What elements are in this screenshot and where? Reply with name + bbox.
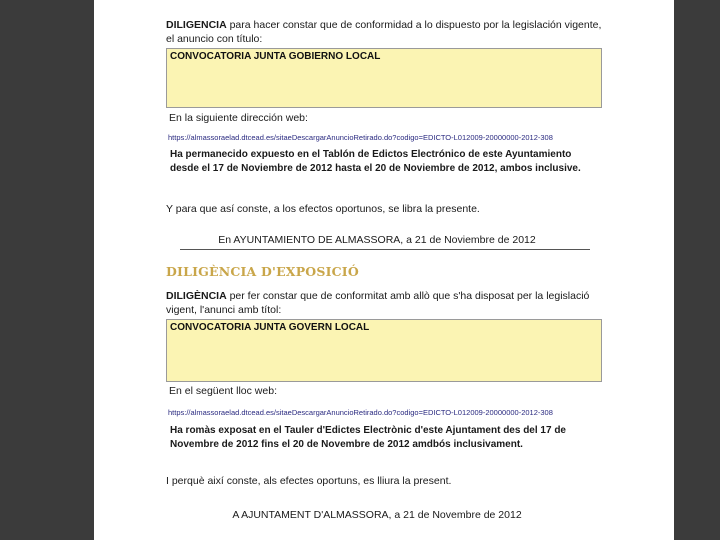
va-signature: A AJUNTAMENT D'ALMASSORA, a 21 de Novembre de 2012	[232, 509, 522, 521]
section-divider	[180, 249, 590, 250]
es-box-title: CONVOCATORIA JUNTA GOBIERNO LOCAL	[170, 51, 381, 62]
es-intro-lead: DILIGENCIA	[166, 19, 227, 31]
es-url-link[interactable]: https://almassoraelad.dtcead.es/sitaeDescargarAnuncioRetirado.do?codigo=EDICTO-L012009-20000000-2012-308	[168, 133, 553, 142]
va-closing: I perquè així conste, als efectes oportuns, es lliura la present.	[166, 475, 452, 487]
es-closing: Y para que así conste, a los efectos oportunos, se libra la presente.	[166, 203, 480, 215]
es-signature: En AYUNTAMIENTO DE ALMASSORA, a 21 de Noviembre de 2012	[218, 234, 536, 246]
document-page	[94, 0, 674, 540]
va-exposed-text: Ha romàs exposat en el Tauler d'Edictes Electrònic d'este Ajuntament des del 17 de Novembre de 2012 fins el 20 de Novembre de 2012 amdbós inclusivament.	[170, 425, 566, 450]
es-web-label: En la siguiente dirección web:	[169, 112, 308, 124]
va-url-link[interactable]: https://almassoraelad.dtcead.es/sitaeDescargarAnuncioRetirado.do?codigo=EDICTO-L012009-20000000-2012-308	[168, 408, 553, 417]
va-heading: DILIGÈNCIA D'EXPOSICIÓ	[166, 264, 359, 279]
va-intro-lead: DILIGÈNCIA	[166, 290, 227, 302]
es-intro-paragraph	[166, 18, 606, 46]
va-intro-text: per fer constar que de conformitat amb allò que s'ha disposat per la legislació vigent, l'anunci amb títol:	[166, 290, 590, 316]
es-intro-text: para hacer constar que de conformidad a lo dispuesto por la legislación vigente, el anuncio con título:	[166, 19, 602, 45]
va-box-title: CONVOCATORIA JUNTA GOVERN LOCAL	[170, 322, 370, 333]
va-title-box	[166, 319, 602, 382]
es-title-box	[166, 48, 602, 108]
va-web-label: En el següent lloc web:	[169, 385, 277, 397]
va-intro-paragraph	[166, 289, 606, 317]
es-exposed-text: Ha permanecido expuesto en el Tablón de Edictos Electrónico de este Ayuntamiento desde el 17 de Noviembre de 2012 hasta el 20 de Noviembre de 2012, ambos inclusive.	[170, 149, 581, 174]
